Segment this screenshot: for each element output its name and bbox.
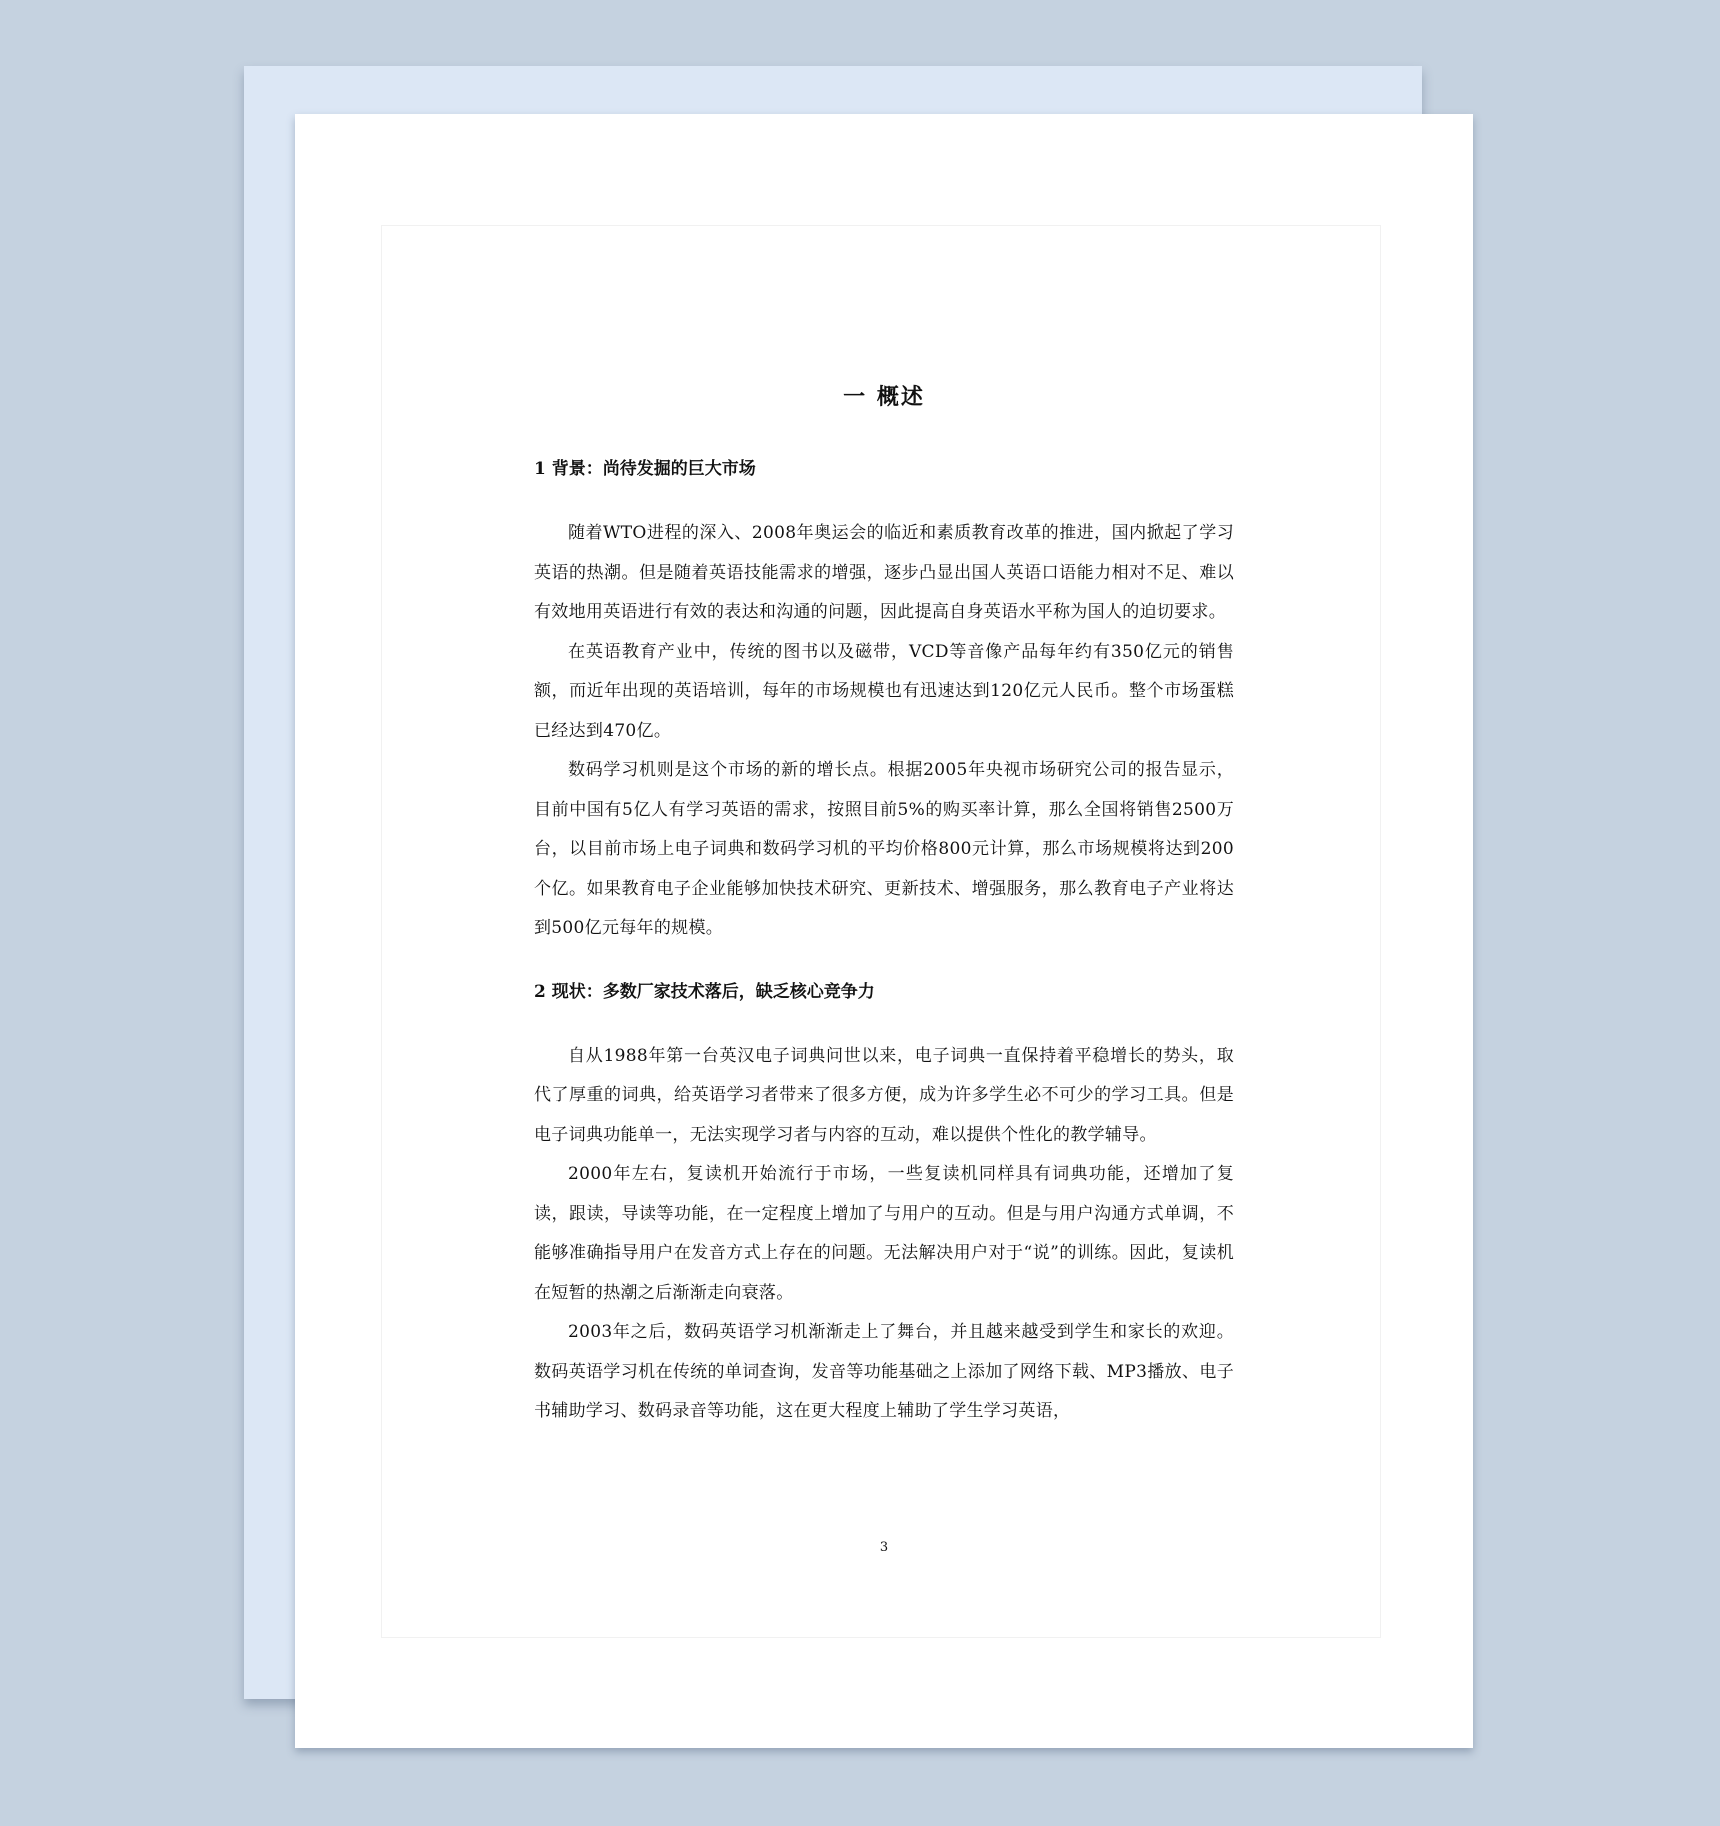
section-status: [534, 979, 1234, 1432]
paragraph: 数码学习机则是这个市场的新的增长点。根据2005年央视市场研究公司的报告显示，目前中国有5亿人有学习英语的需求，按照目前5%的购买率计算，那么全国将销售2500万台，以目前市场上电子词典和数码学习机的平均价格800元计算，那么市场规模将达到200个亿。如果教育电子企业能够加快技术研究、更新技术、增强服务，那么教育电子产业将达到500亿元每年的规模。: [534, 760, 1234, 938]
paragraph: 随着WTO进程的深入、2008年奥运会的临近和素质教育改革的推进，国内掀起了学习英语的热潮。但是随着英语技能需求的增强，逐步凸显出国人英语口语能力相对不足、难以有效地用英语进行有效的表达和沟通的问题，因此提高自身英语水平称为国人的迫切要求。: [534, 523, 1234, 622]
document-page: [295, 114, 1473, 1748]
page-content: [534, 382, 1234, 1432]
section-body: [534, 1037, 1234, 1432]
section-heading: 1 背景：尚待发掘的巨大市场: [534, 459, 756, 479]
paragraph: 在英语教育产业中，传统的图书以及磁带，VCD等音像产品每年约有350亿元的销售额，而近年出现的英语培训，每年的市场规模也有迅速达到120亿元人民币。整个市场蛋糕已经达到470亿。: [534, 641, 1234, 741]
paragraph: 2003年之后，数码英语学习机渐渐走上了舞台，并且越来越受到学生和家长的欢迎。数码英语学习机在传统的单词查询，发音等功能基础之上添加了网络下载、MP3播放、电子书辅助学习、数码录音等功能，这在更大程度上辅助了学生学习英语，: [534, 1322, 1234, 1421]
paragraph: 2000年左右，复读机开始流行于市场，一些复读机同样具有词典功能，还增加了复读，跟读，导读等功能，在一定程度上增加了与用户的互动。但是与用户沟通方式单调，不能够准确指导用户在发音方式上存在的问题。无法解决用户对于“说”的训练。因此，复读机在短暂的热潮之后渐渐走向衰落。: [534, 1164, 1234, 1303]
page-number: 3: [879, 1540, 889, 1555]
section-heading: 2 现状：多数厂家技术落后，缺乏核心竞争力: [534, 981, 875, 1002]
page-title: 一 概述: [843, 384, 925, 410]
section-body: [534, 514, 1234, 949]
section-background: [534, 456, 1234, 949]
paragraph: 自从1988年第一台英汉电子词典问世以来，电子词典一直保持着平稳增长的势头，取代了厚重的词典，给英语学习者带来了很多方便，成为许多学生必不可少的学习工具。但是电子词典功能单一，无法实现学习者与内容的互动，难以提供个性化的教学辅导。: [534, 1045, 1234, 1145]
